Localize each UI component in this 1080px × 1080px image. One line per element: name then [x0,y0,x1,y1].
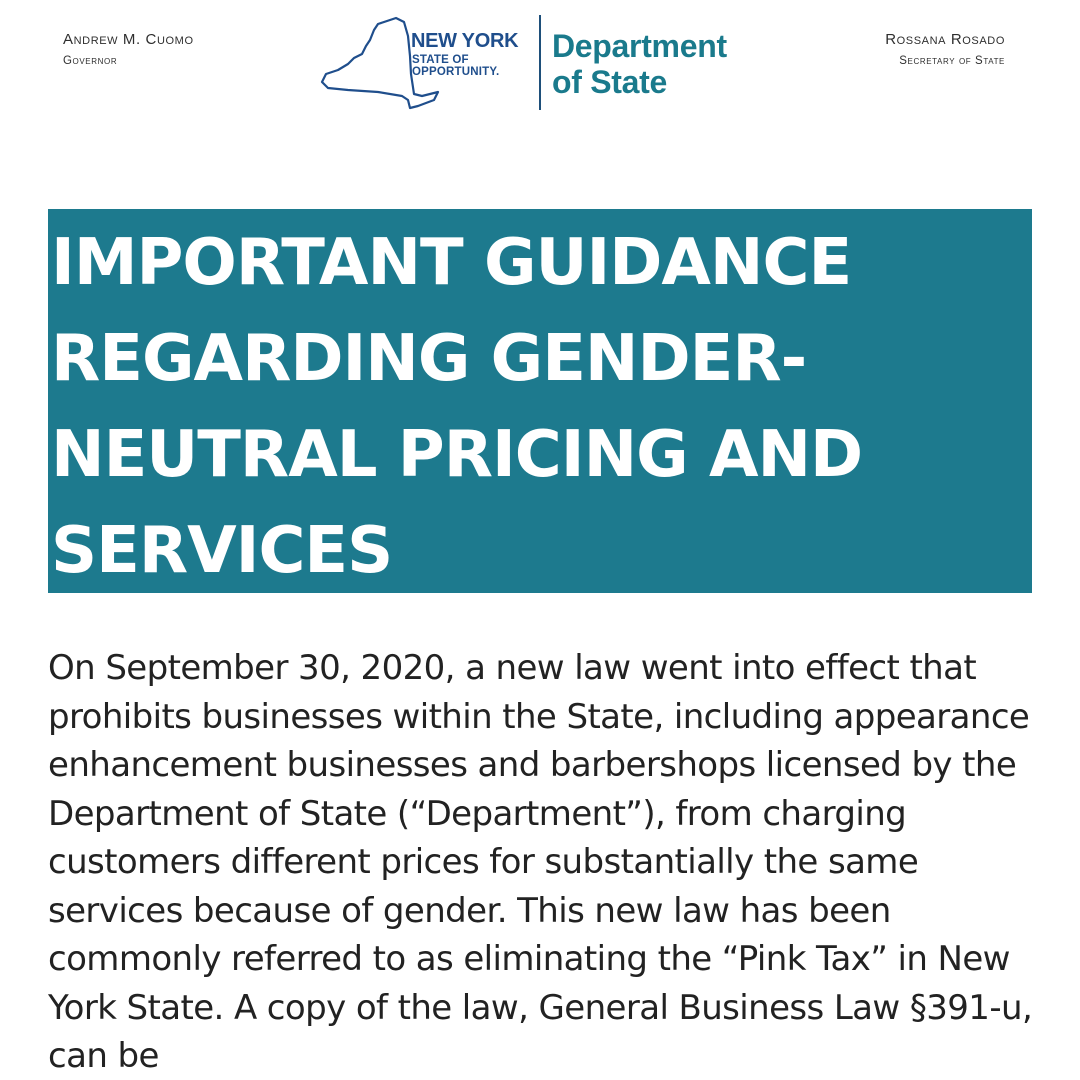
logo-new-york-text: NEW YORK [411,30,519,52]
title-banner [48,209,1032,593]
governor-title: Governor [63,55,118,67]
page-title: IMPORTANT GUIDANCE REGARDING GENDER-NEUTRAL PRICING AND SERVICES [51,226,863,588]
department-of-state-logo [318,10,758,115]
body-paragraph: On September 30, 2020, a new law went into effect that prohibits businesses within the State, including appearance enhancement businesses and barbershops licensed by the Department of State (“Department”), from charging customers different prices for substantially the same services because of gender. This new law has been commonly referred to as eliminating the “Pink Tax” in New York State. A copy of the law, General Business Law §391-u, can be [48,648,1033,1076]
logo-state-of-text: STATE OF [412,54,469,66]
logo-divider [539,15,541,110]
secretary-name: Rossana Rosado [885,31,1005,48]
logo-opportunity-text: OPPORTUNITY. [412,66,500,78]
logo-of-state-text: of State [552,64,667,100]
secretary-title: Secretary of State [899,55,1005,67]
governor-name: Andrew M. Cuomo [63,31,194,48]
logo-department-text: Department [552,28,727,64]
